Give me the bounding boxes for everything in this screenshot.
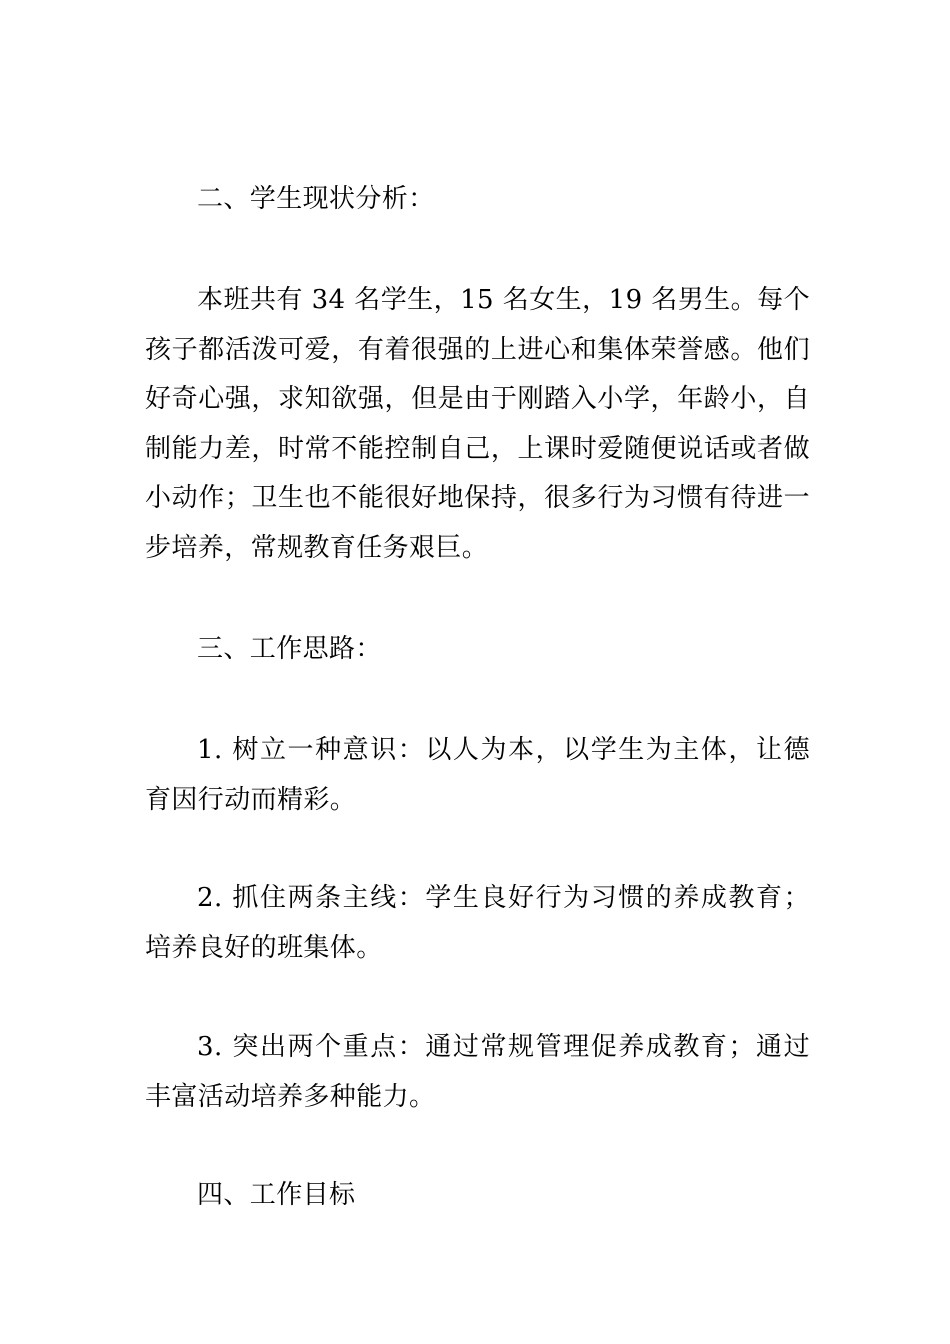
list-item-main-lines: 2. 抓住两条主线：学生良好行为习惯的养成教育；培养良好的班集体。 [145, 883, 810, 963]
paragraph-student-analysis: 本班共有 34 名学生，15 名女生，19 名男生。每个孩子都活泼可爱，有着很强的上进心和集体荣誉感。他们好奇心强，求知欲强，但是由于刚踏入小学，年龄小，自制能力差，时常不能控制自己，上课时爱随便说话或者做小动作；卫生也不能很好地保持，很多行为习惯有待进一步培养，常规教育任务艰巨。 [145, 285, 810, 563]
list-item-awareness: 1. 树立一种意识：以人为本，以学生为主体，让德育因行动而精彩。 [145, 735, 810, 815]
section-heading-work-ideas: 三、工作思路： [197, 634, 382, 664]
section-heading-student-analysis: 二、学生现状分析： [197, 184, 435, 214]
list-item-key-points: 3. 突出两个重点：通过常规管理促养成教育；通过丰富活动培养多种能力。 [145, 1032, 810, 1112]
section-heading-work-goals: 四、工作目标 [197, 1180, 356, 1210]
